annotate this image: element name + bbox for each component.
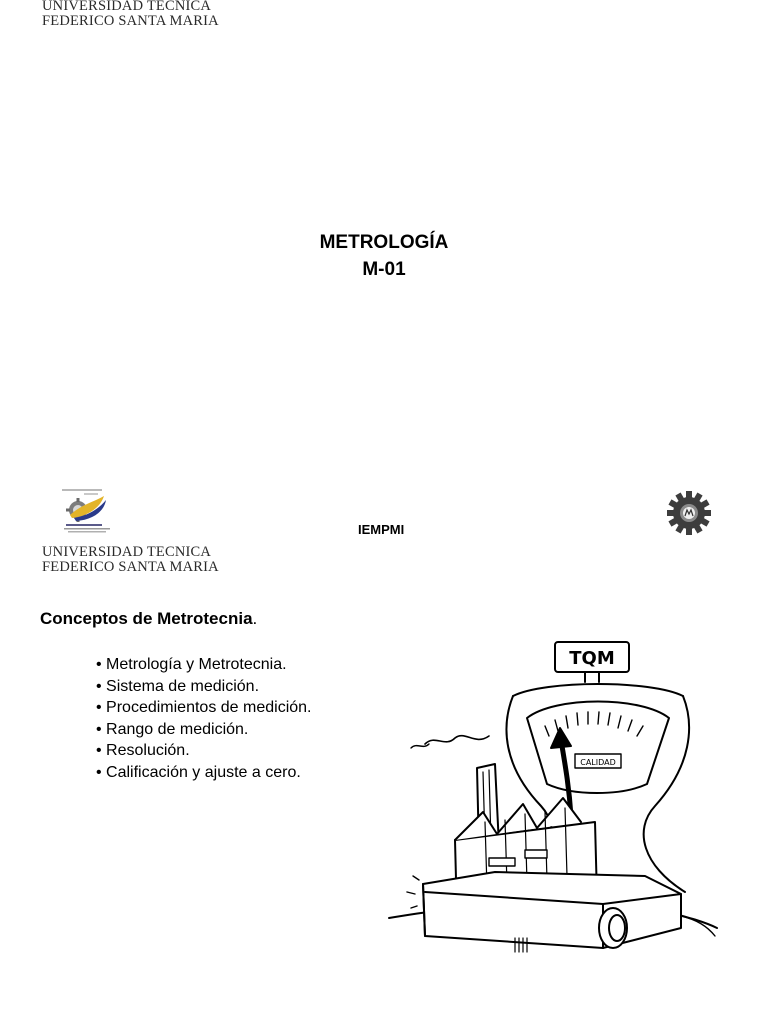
university-name-line1: UNIVERSIDAD TECNICA: [42, 0, 212, 14]
document-code: M-01: [362, 259, 406, 280]
section-heading: [40, 608, 257, 630]
scale-sign-label: TQM: [569, 648, 615, 669]
department-label: IEMPMI: [358, 522, 405, 537]
university-header-bottom: [42, 545, 219, 575]
list-item: • Metrología y Metrotecnia.: [96, 654, 311, 676]
university-header-top: [42, 0, 219, 29]
section-heading-period: .: [252, 609, 258, 628]
concepts-list: [96, 654, 311, 784]
list-item: • Calificación y ajuste a cero.: [96, 762, 311, 784]
university-logo-icon: [56, 488, 116, 534]
university-name-line2: FEDERICO SANTA MARIA: [42, 13, 219, 29]
list-item: • Rango de medición.: [96, 719, 311, 741]
gear-emblem-icon: [666, 490, 712, 536]
list-item: • Procedimientos de medición.: [96, 697, 311, 719]
tqm-scale-illustration: [385, 636, 720, 966]
university-name-line1: UNIVERSIDAD TECNICA: [42, 544, 212, 560]
document-title: METROLOGÍA: [319, 232, 449, 253]
list-item: • Resolución.: [96, 740, 311, 762]
section-heading-text: Conceptos de Metrotecnia: [40, 609, 253, 628]
list-item: • Sistema de medición.: [96, 676, 311, 698]
university-name-line2: FEDERICO SANTA MARIA: [42, 559, 219, 575]
dial-label: CALIDAD: [580, 758, 616, 767]
